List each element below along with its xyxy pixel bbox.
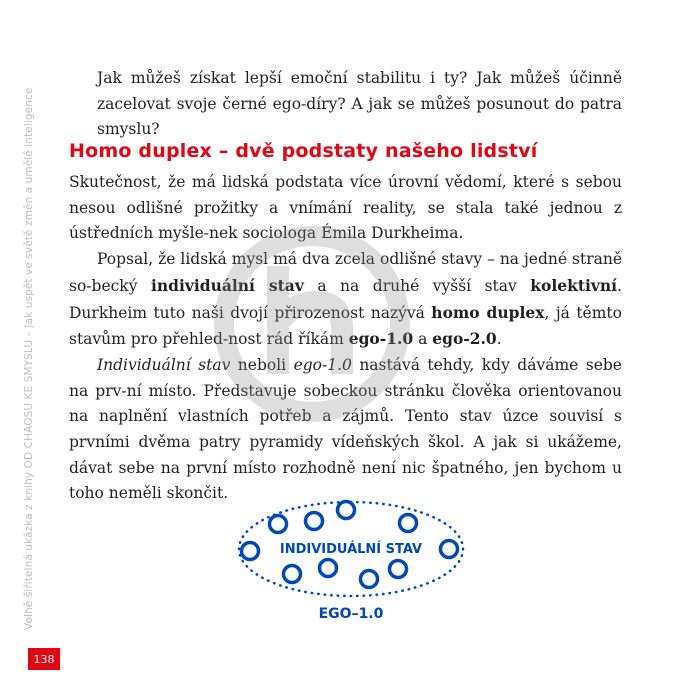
intro-text: Jak můžeš získat lepší emoční stabilitu i ty? Jak můžeš účinně zacelovat svoje černé ego-díry? A jak se můžeš posunout do patra smyslu? [97,69,622,139]
paragraph-1: Skutečnost, že má lidská podstata více úrovní vědomí, které s sebou nesou odlišné prožitky a vnímání reality, se stala také jednou z ústředních myšle-nek sociologa Émila Durkheima. [69,173,622,243]
dot-circle [242,543,259,560]
side-note: Volně šiřitelná ukázka z knihy OD CHAOSU KE SMYSLU – Jak uspět ve světě změn a umělé inteligence [23,87,35,630]
dot-circle [390,561,407,578]
dot-circle [400,515,417,532]
diagram-label: INDIVIDUÁLNÍ STAV [279,542,423,557]
ego-diagram [236,497,466,627]
section-body [69,170,622,507]
intro-paragraph [97,66,622,143]
diagram-caption: EGO–1.0 [318,606,384,622]
dot-circle [338,502,355,519]
dot-circle [361,571,378,588]
dot-circle [441,541,458,558]
paragraph-3: Individuální stav neboli ego-1.0 nastává tehdy, kdy dáváme sebe na prv-ní místo. Představuje sobeckou stránku člověka orientovanou na naplnění vlastních potřeb a zájmů. Tento stav úzce souvisí s prvními dvěma patry pyramidy vídeňských škol. A jak si ukážeme, dávat sebe na první místo rozhodně není nic špatného, jen bychom u toho neměli skončit. [69,355,622,503]
section-heading: Homo duplex – dvě podstaty našeho lidství [69,140,538,162]
dot-circle [270,516,287,533]
dot-circle [320,560,337,577]
dot-circle [306,513,323,530]
dot-circle [284,566,301,583]
page-number: 138 [28,648,60,670]
paragraph-2: Popsal, že lidská mysl má dva zcela odlišné stavy – na jedné straně so-becký individuální stav a na druhé vyšší stav kolektivní. Durkheim tuto naši dvojí přirozenost nazývá homo duplex, já těmto stavům pro přehled-nost rád říkám ego-1.0 a ego-2.0. [69,250,622,349]
